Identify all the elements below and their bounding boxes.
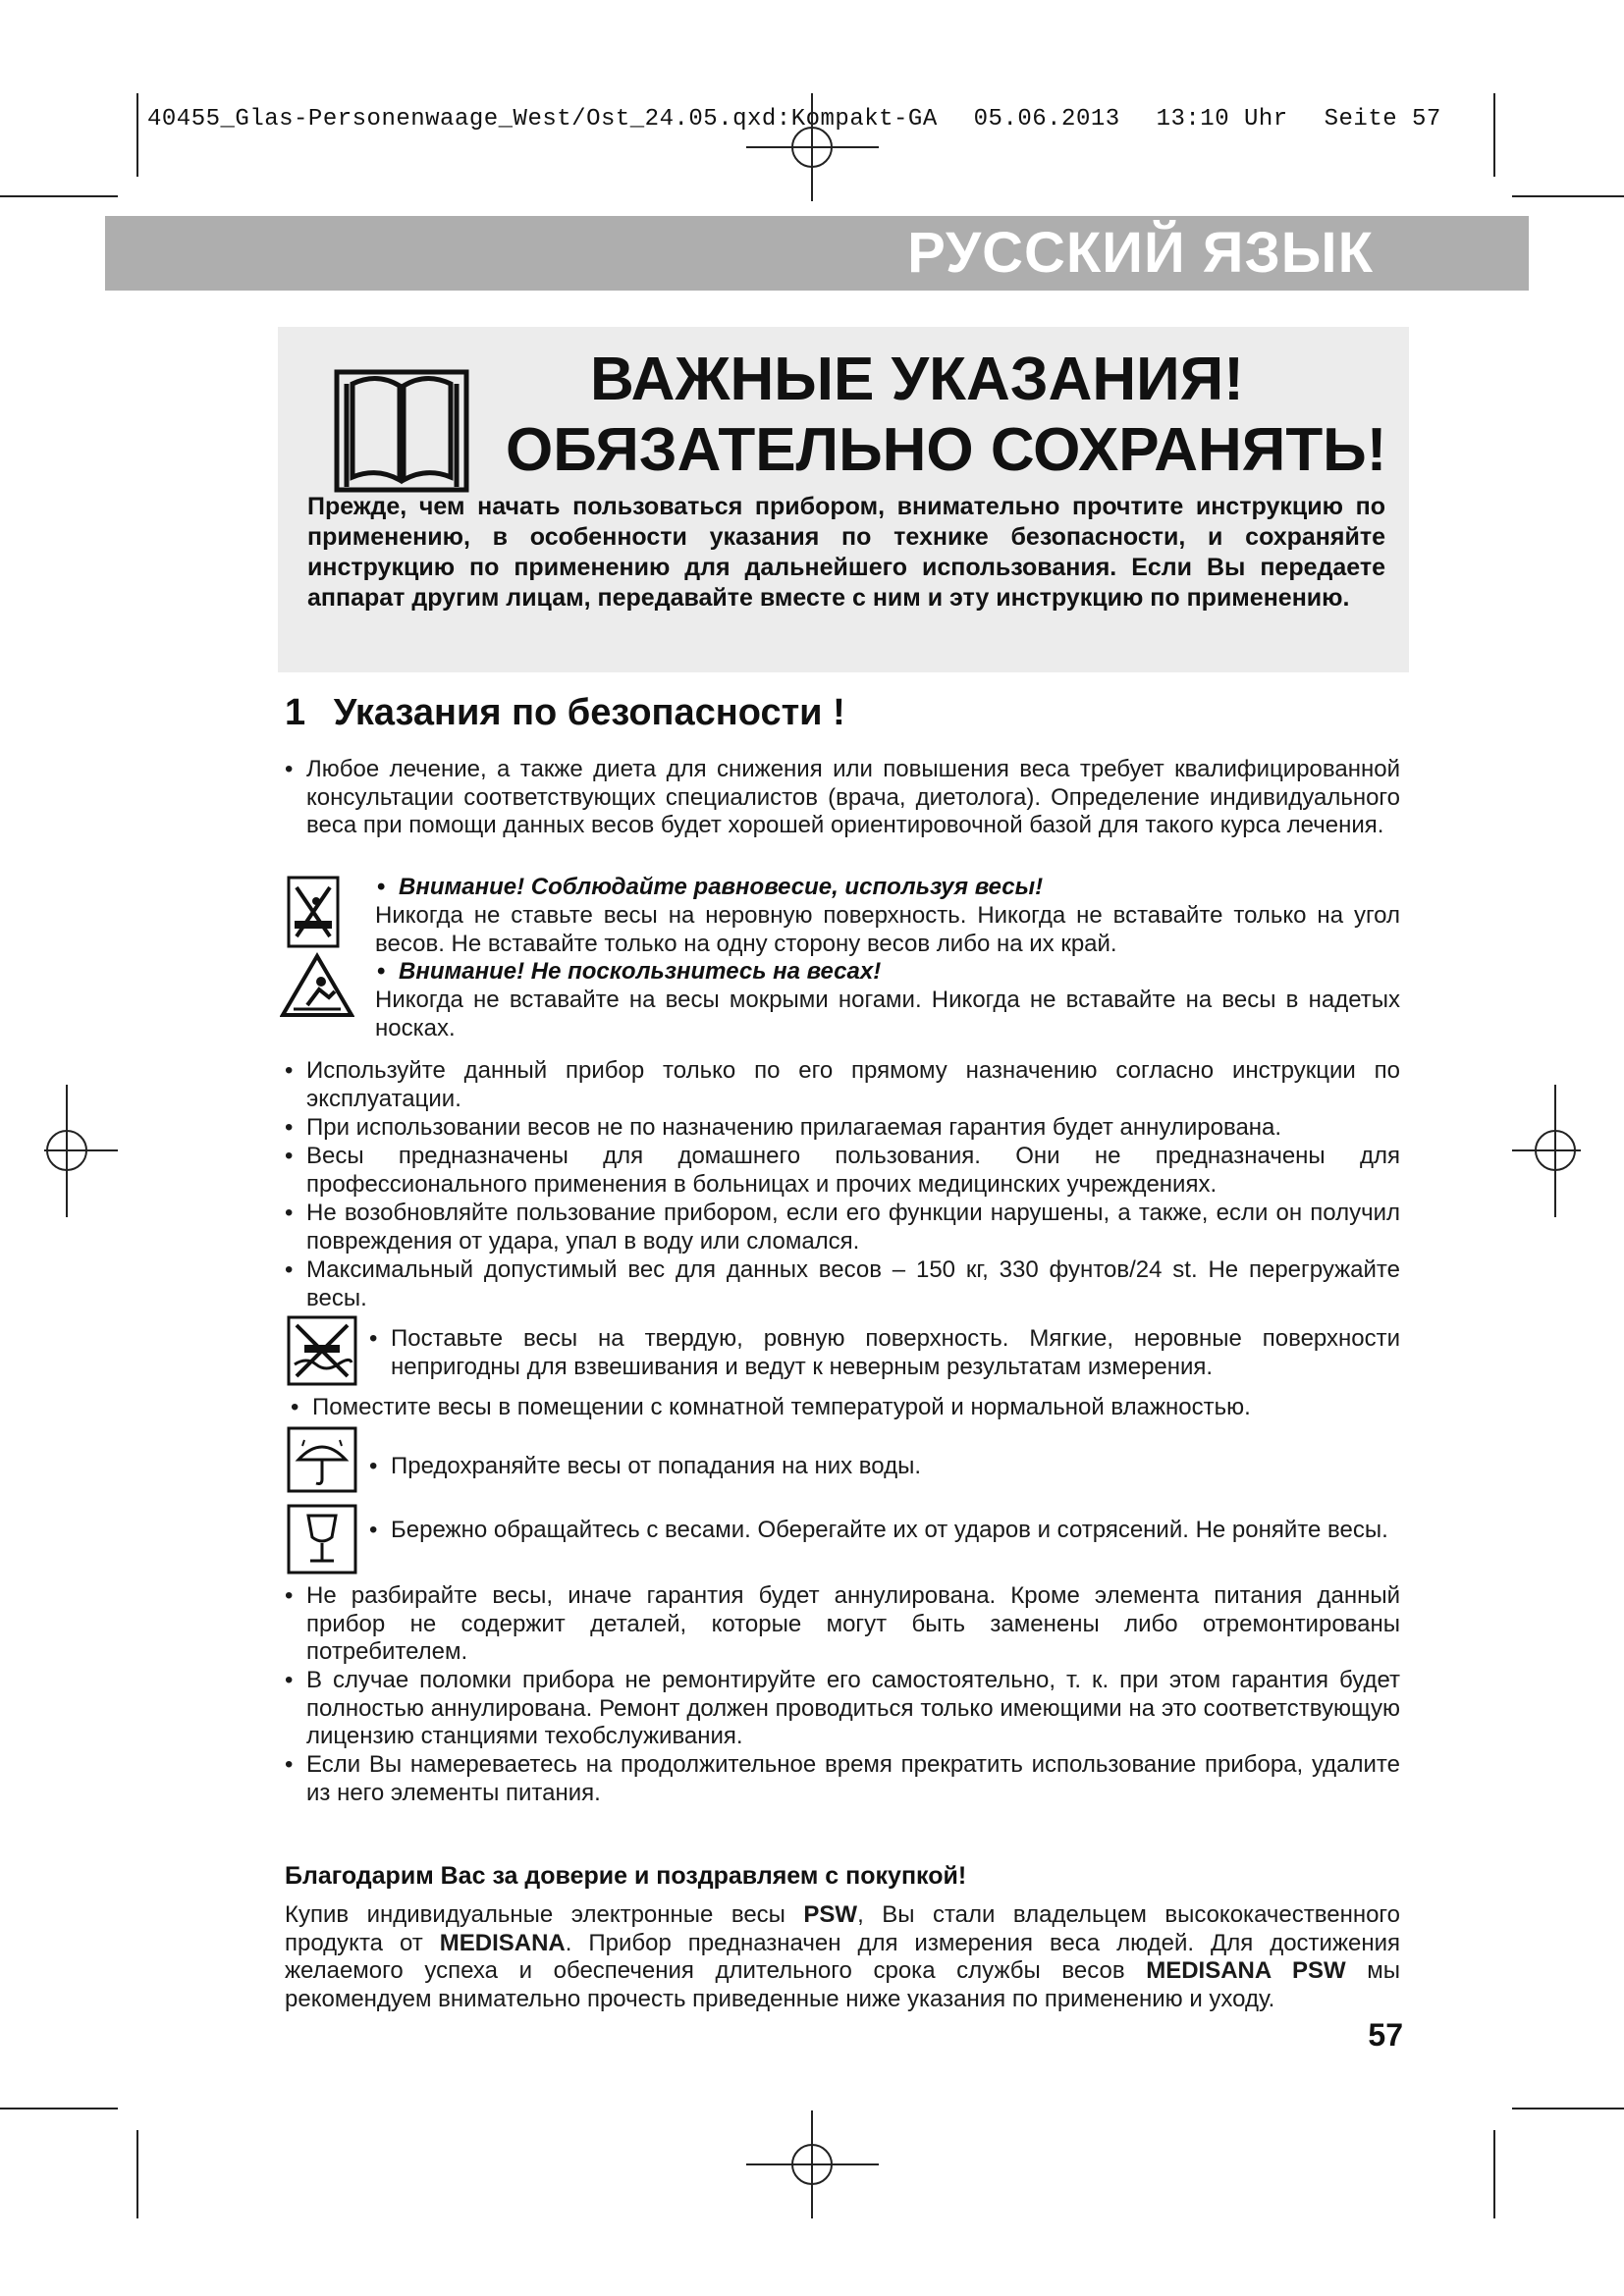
warning-1-text: Никогда не ставьте весы на неровную поверхность. Никогда не вставайте только на угол весов. Не вставайте только на одну сторону весов либо на их край. bbox=[375, 902, 1400, 957]
warning-2-heading: • Внимание! Не поскользнитесь на весах! bbox=[399, 958, 1400, 987]
bullet-9: • Предохраняйте весы от попадания на них воды. bbox=[391, 1453, 1400, 1481]
product-psw: PSW bbox=[803, 1901, 858, 1928]
warning-2-text: Никогда не вставайте на весы мокрыми ногами. Никогда не вставайте на весы в надетых носках. bbox=[375, 987, 1400, 1041]
section-title-text: Указания по безопасности ! bbox=[333, 692, 845, 733]
brand-medisana: MEDISANA bbox=[439, 1929, 566, 1956]
thanks-text-b: , Вы стали владельцем высококачественного продукта от bbox=[285, 1901, 1400, 1956]
book-icon bbox=[333, 364, 470, 497]
slug-time: 13:10 Uhr bbox=[1156, 106, 1288, 133]
thanks-text-d: мы рекомендуем внимательно прочесть приведенные ниже указания по применению и уходу. bbox=[285, 1957, 1400, 2012]
warning-1-heading: • Внимание! Соблюдайте равновесие, используя весы! bbox=[399, 874, 1400, 902]
thanks-heading: Благодарим Вас за доверие и поздравляем с покупкой! bbox=[285, 1862, 967, 1890]
important-title-line2: ОБЯЗАТЕЛЬНО СОХРАНЯТЬ! bbox=[506, 416, 1387, 484]
bullet-8: • Поместите весы в помещении с комнатной температурой и нормальной влажностью. bbox=[312, 1394, 1400, 1422]
language-header-bar bbox=[105, 216, 1529, 291]
slip-warning-icon bbox=[280, 952, 354, 1019]
important-text: Прежде, чем начать пользоваться прибором, внимательно прочтите инструкцию по применению, в особенности указания по технике безопасности, и сохраняйте инструкцию по применению для дальнейшего использования. Если Вы передаете аппарат другим лицам, передавайте вместе с ним и эту инструкцию по применению. bbox=[307, 493, 1385, 612]
brand-medisana-psw: MEDISANA PSW bbox=[1146, 1957, 1346, 1984]
bullet-12: • В случае поломки прибора не ремонтируйте его самостоятельно, т. к. при этом гарантия будет полностью аннулирована. Ремонт должен проводиться только имеющими на это соответствующую лицензию станциями техобслуживания. bbox=[306, 1667, 1400, 1751]
thanks-text-a: Купив индивидуальные электронные весы bbox=[285, 1901, 804, 1928]
language-title: РУССКИЙ ЯЗЫК bbox=[907, 221, 1374, 285]
bullet-10: • Бережно обращайтесь с весами. Оберегайте их от ударов и сотрясений. Не роняйте весы. bbox=[391, 1517, 1400, 1545]
bullet-2: • Используйте данный прибор только по его прямому назначению согласно инструкции по эксплуатации. bbox=[306, 1057, 1400, 1113]
slug-date: 05.06.2013 bbox=[973, 106, 1120, 133]
slug-page: Seite 57 bbox=[1324, 106, 1441, 133]
bullet-7: • Поставьте весы на твердую, ровную поверхность. Мягкие, неровные поверхности непригодны для взвешивания и ведут к неверным результатам измерения. bbox=[391, 1325, 1400, 1381]
section-number: 1 bbox=[285, 692, 306, 733]
bullet-3: • При использовании весов не по назначению прилагаемая гарантия будет аннулирована. bbox=[306, 1114, 1400, 1143]
bullet-6: • Максимальный допустимый вес для данных весов – 150 кг, 330 фунтов/24 st. Не перегружайте весы. bbox=[306, 1256, 1400, 1312]
bullet-11: • Не разбирайте весы, иначе гарантия будет аннулирована. Кроме элемента питания данный прибор не содержит деталей, которые могут быть заменены либо отремонтированы потребителем. bbox=[306, 1582, 1400, 1667]
important-notice-box bbox=[278, 327, 1409, 672]
balance-warning-icon bbox=[287, 876, 340, 948]
slug-filename: 40455_Glas-Personenwaage_West/Ost_24.05.qxd:Kompakt-GA bbox=[147, 106, 938, 133]
uneven-surface-icon bbox=[287, 1315, 357, 1386]
page-number: 57 bbox=[1368, 2017, 1403, 2053]
thanks-text-c: . Прибор предназначен для измерения веса людей. Для достижения желаемого успеха и обеспечения длительного срока службы весов bbox=[285, 1929, 1400, 1984]
keep-dry-icon bbox=[287, 1426, 357, 1493]
bullet-13: • Если Вы намереваетесь на продолжительное время прекратить использование прибора, удалите из него элементы питания. bbox=[306, 1751, 1400, 1807]
bullet-5: • Не возобновляйте пользование прибором, если его функции нарушены, а также, если он получил повреждения от удара, упал в воду или сломался. bbox=[306, 1200, 1400, 1255]
fragile-icon bbox=[287, 1504, 357, 1575]
thanks-paragraph bbox=[285, 1901, 1400, 2013]
bullet-4: • Весы предназначены для домашнего пользования. Они не предназначены для профессионального применения в больницах и прочих медицинских учреждениях. bbox=[306, 1143, 1400, 1199]
bullet-1: • Любое лечение, а также диета для снижения или повышения веса требует квалифицированной консультации соответствующих специалистов (врача, диетолога). Определение индивидуального веса при помощи данных весов будет хорошей ориентировочной базой для такого курса лечения. bbox=[306, 756, 1400, 840]
important-title-line1: ВАЖНЫЕ УКАЗАНИЯ! bbox=[590, 346, 1244, 413]
section-title bbox=[285, 692, 845, 734]
